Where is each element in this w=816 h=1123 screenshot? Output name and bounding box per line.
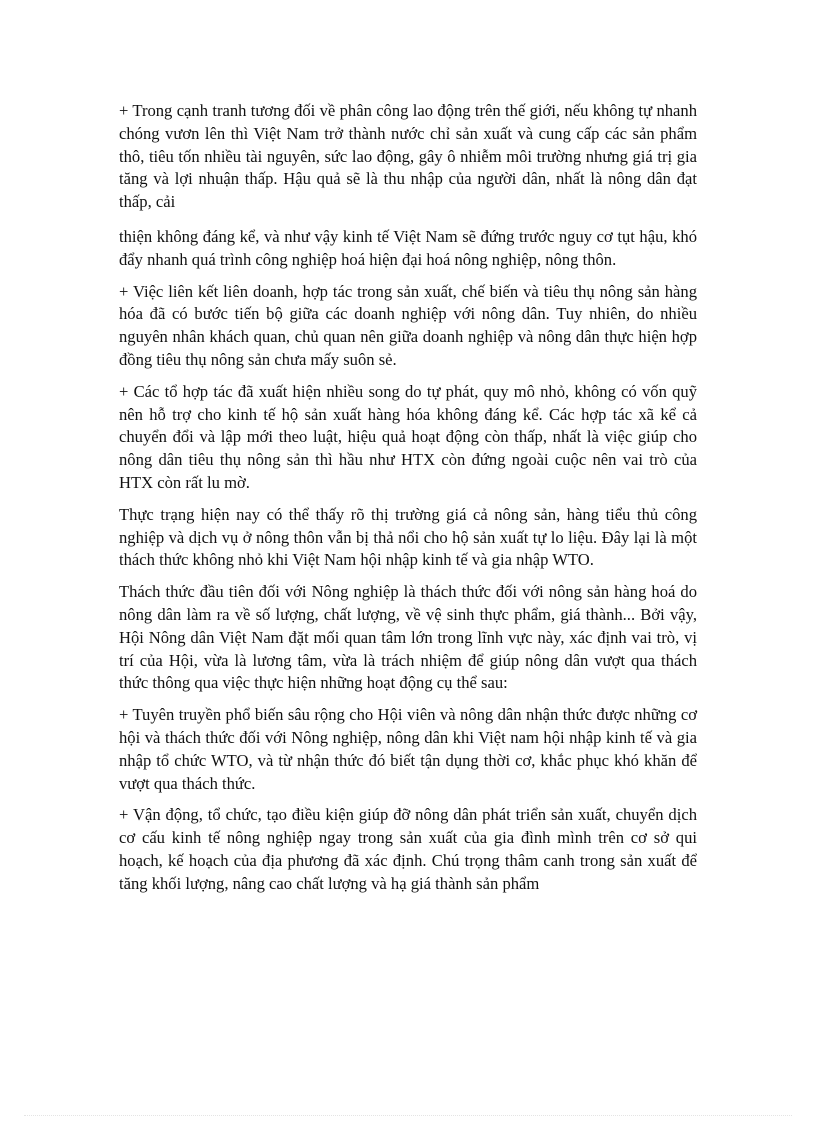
document-body [119,100,697,905]
paragraph-competition-risk: + Trong cạnh tranh tương đối về phân công lao động trên thế giới, nếu không tự nhanh chóng vươn lên thì Việt Nam trở thành nước chỉ sản xuất và cung cấp các sản phẩm thô, tiêu tốn nhiều tài nguyên, sức lao động, gây ô nhiễm môi trường nhưng giá trị gia tăng và lợi nhuận thấp. Hậu quả sẽ là thu nhập của người dân, nhất là nông dân đạt thấp, cải [119,101,697,212]
paragraph-market-reality: Thực trạng hiện nay có thể thấy rõ thị trường giá cả nông sản, hàng tiểu thủ công nghiệp và dịch vụ ở nông thôn vẫn bị thả nổi cho hộ sản xuất tự lo liệu. Đây lại là một thách thức không nhỏ khi Việt Nam hội nhập kinh tế và gia nhập WTO. [119,504,697,570]
paragraph-mobilization: + Vận động, tổ chức, tạo điều kiện giúp đỡ nông dân phát triển sản xuất, chuyển dịch cơ cấu kinh tế nông nghiệp ngay trong sản xuất của gia đình mình trên cơ sở qui hoạch, kế hoạch của địa phương đã xác định. Chú trọng thâm canh trong sản xuất để tăng khối lượng, nâng cao chất lượng và hạ giá thành sản phẩm [119,805,697,893]
paragraph-continuation: thiện không đáng kể, và như vậy kinh tế Việt Nam sẽ đứng trước nguy cơ tụt hậu, khó đẩy nhanh quá trình công nghiệp hoá hiện đại hoá nông nghiệp, nông thôn. [119,226,697,269]
paragraph-propaganda: + Tuyên truyền phổ biến sâu rộng cho Hội viên và nông dân nhận thức được những cơ hội và thách thức đối với Nông nghiệp, nông dân khi Việt nam hội nhập kinh tế và gia nhập tổ chức WTO, và từ nhận thức đó biết tận dụng thời cơ, khắc phục khó khăn để vượt qua thách thức. [119,705,697,793]
paragraph-cooperatives: + Các tổ hợp tác đã xuất hiện nhiều song do tự phát, quy mô nhỏ, không có vốn quỹ nên hỗ trợ cho kinh tế hộ sản xuất hàng hóa không đáng kể. Các hợp tác xã kể cả chuyển đổi và lập mới theo luật, hiệu quả hoạt động còn thấp, nhất là việc giúp cho nông dân tiêu thụ nông sản thì hầu như HTX còn đứng ngoài cuộc nên vai trò của HTX còn rất lu mờ. [119,381,697,492]
page-bottom-rule [24,1115,792,1116]
paragraph-joint-venture: + Việc liên kết liên doanh, hợp tác trong sản xuất, chế biến và tiêu thụ nông sản hàng hóa đã có bước tiến bộ giữa các doanh nghiệp với nông dân. Tuy nhiên, do nhiều nguyên nhân khách quan, chủ quan nên giữa doanh nghiệp và nông dân thực hiện hợp đồng tiêu thụ nông sản chưa mấy suôn sẻ. [119,281,697,369]
paragraph-first-challenge: Thách thức đầu tiên đối với Nông nghiệp là thách thức đối với nông sản hàng hoá do nông dân làm ra về số lượng, chất lượng, về vệ sinh thực phẩm, giá thành... Bởi vậy, Hội Nông dân Việt Nam đặt mối quan tâm lớn trong lĩnh vực này, xác định vai trò, vị trí của Hội, vừa là lương tâm, vừa là trách nhiệm để giúp nông dân vượt qua thách thức thông qua việc thực hiện những hoạt động cụ thể sau: [119,582,697,693]
